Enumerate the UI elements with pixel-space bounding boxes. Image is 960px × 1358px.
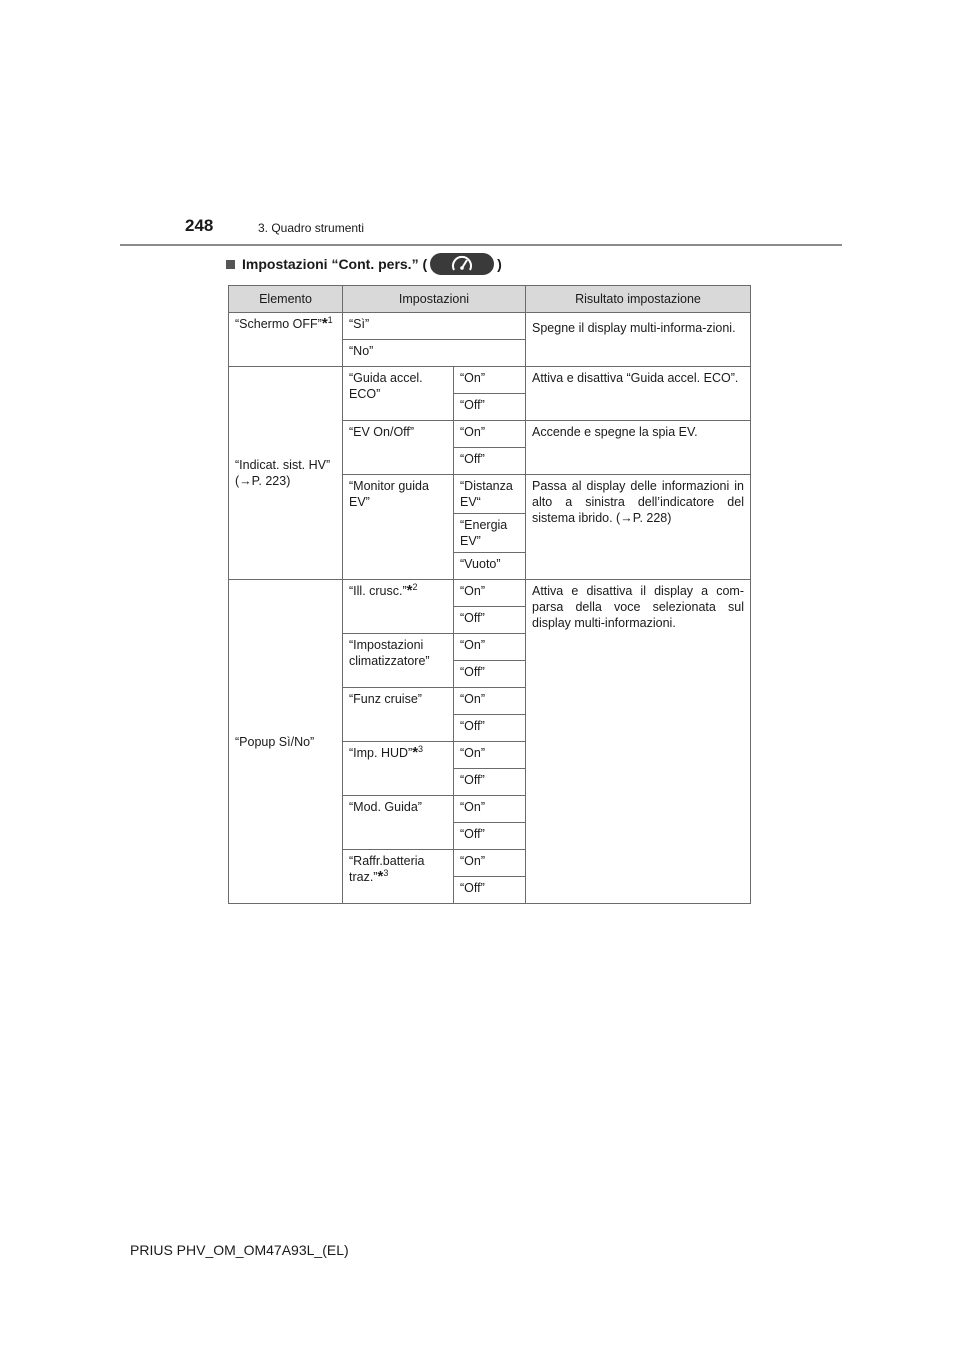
option-cell: “Off”	[454, 769, 526, 796]
option-cell: “Off”	[454, 448, 526, 475]
option-cell: “Off”	[454, 661, 526, 688]
section-header: 3. Quadro strumenti	[258, 221, 365, 235]
setting-funz-cruise: “Funz cruise”	[343, 688, 454, 742]
setting-mod-guida: “Mod. Guida”	[343, 796, 454, 850]
option-cell: “On”	[454, 796, 526, 823]
setting-ill-crusc: “Ill. crusc.”*$^2$	[343, 580, 454, 634]
result-monitor-guida-ev: Passa al display delle informazioni in alto a sinistra dell’indicatore del sistema ibrido. (→P. 228)	[526, 475, 751, 580]
setting-guida-accel-eco: “Guida accel. ECO”	[343, 367, 454, 421]
option-cell: “Off”	[454, 823, 526, 850]
heading-text-before: Impostazioni “Cont. pers.” (	[242, 256, 428, 272]
header-risultato: Risultato impostazione	[526, 286, 751, 313]
option-cell: “On”	[454, 421, 526, 448]
option-cell: “Off”	[454, 877, 526, 904]
result-schermo-off: Spegne il display multi-informa-zioni.	[526, 313, 751, 367]
option-cell: “Off”	[454, 607, 526, 634]
setting-ev-on-off: “EV On/Off”	[343, 421, 454, 475]
option-cell: “On”	[454, 850, 526, 877]
option-cell: “Off”	[454, 715, 526, 742]
table-row	[229, 367, 751, 394]
table-row	[229, 313, 751, 340]
option-cell: “Off”	[454, 394, 526, 421]
heading-text-after: )	[497, 256, 502, 272]
table-header-row	[229, 286, 751, 313]
result-guida-accel-eco: Attiva e disattiva “Guida accel. ECO”.	[526, 367, 751, 421]
gauge-icon	[430, 253, 494, 275]
setting-monitor-guida-ev: “Monitor guida EV”	[343, 475, 454, 580]
option-cell: “Distanza EV“	[454, 475, 526, 514]
square-bullet-icon	[226, 260, 235, 269]
setting-cell: “Sì”	[343, 313, 526, 340]
option-cell: “Energia EV”	[454, 514, 526, 553]
header-divider	[120, 244, 842, 246]
header-elemento: Elemento	[229, 286, 343, 313]
option-cell: “On”	[454, 367, 526, 394]
item-indicat-sist-hv: “Indicat. sist. HV” (→P. 223)	[229, 367, 343, 580]
option-cell: “On”	[454, 580, 526, 607]
option-cell: “On”	[454, 634, 526, 661]
result-popup-si-no: Attiva e disattiva il display a com-parsa della voce selezionata sul display multi-informazioni.	[526, 580, 751, 904]
setting-impostazioni-climatizzatore: “Impostazioni climatizzatore”	[343, 634, 454, 688]
option-cell: “On”	[454, 742, 526, 769]
setting-raffr-batteria-traz: “Raffr.batteria traz.”*$^3$	[343, 850, 454, 904]
option-cell: “On”	[454, 688, 526, 715]
item-schermo-off: “Schermo OFF”*$^1$	[229, 313, 343, 367]
item-popup-si-no: “Popup Sì/No”	[229, 580, 343, 904]
setting-imp-hud: “Imp. HUD”*$^3$	[343, 742, 454, 796]
document-footer: PRIUS PHV_OM_OM47A93L_(EL)	[130, 1242, 349, 1258]
setting-cell: “No”	[343, 340, 526, 367]
page-number: 248	[185, 216, 214, 235]
settings-table	[228, 285, 751, 904]
table-row	[229, 580, 751, 607]
section-heading	[226, 253, 502, 275]
header-impostazioni: Impostazioni	[343, 286, 526, 313]
option-cell: “Vuoto”	[454, 553, 526, 580]
result-ev-on-off: Accende e spegne la spia EV.	[526, 421, 751, 475]
